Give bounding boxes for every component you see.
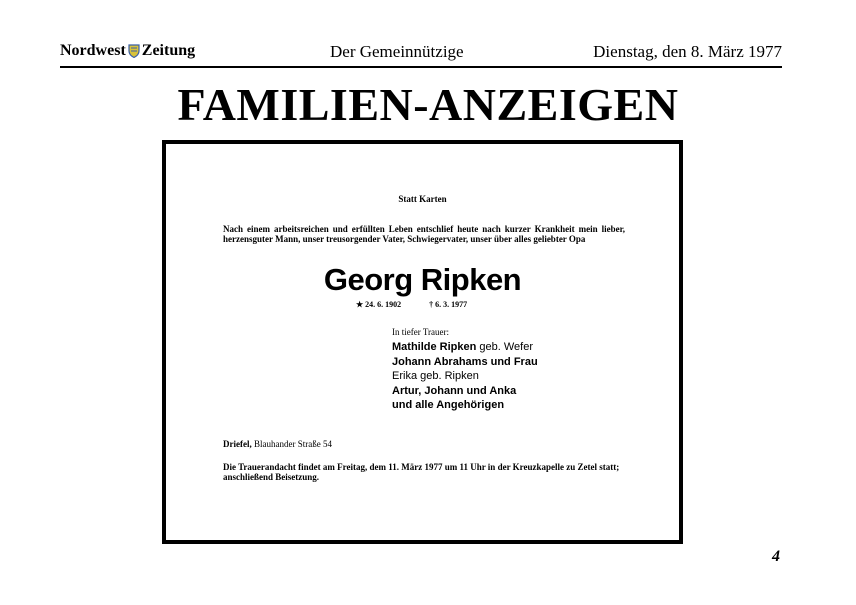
newspaper-name-part1: Nordwest (60, 42, 126, 59)
life-dates (356, 300, 467, 309)
mourner-line (392, 369, 538, 384)
coat-of-arms-icon (128, 44, 140, 58)
newspaper-header (60, 42, 782, 68)
birth-date: ★ 24. 6. 1902 (356, 300, 402, 309)
mourner-line (392, 355, 538, 370)
statt-karten-label: Statt Karten (398, 194, 447, 204)
newspaper-name (60, 42, 195, 60)
section-name: Der Gemeinnützige (330, 42, 464, 61)
mourner-rest: Erika geb. Ripken (392, 370, 479, 382)
issue-date: Dienstag, den 8. März 1977 (593, 42, 782, 61)
mourners-title: In tiefer Trauer: (392, 327, 449, 337)
obituary-intro: Nach einem arbeitsreichen und erfüllten Leben entschlief heute nach kurzer Krankheit mein lieber, herzensguter Mann, unser treusorgender Vater, Schwiegervater, unser über alles geliebter Opa (223, 224, 625, 244)
mourner-line (392, 340, 538, 355)
mourner-bold: Mathilde Ripken (392, 341, 477, 353)
address-street: Blauhander Straße 54 (251, 439, 332, 449)
address-place: Driefel, (223, 439, 252, 449)
mourner-bold: und alle Angehörigen (392, 399, 505, 411)
mourner-line (392, 384, 538, 399)
mourner-rest: geb. Wefer (476, 341, 534, 353)
page-number: 4 (772, 548, 780, 565)
mourner-bold: Artur, Johann und Anka (392, 384, 517, 397)
obituary-ad (162, 140, 683, 544)
newspaper-name-part2: Zeitung (141, 42, 196, 59)
page-title: FAMILIEN-ANZEIGEN (177, 79, 679, 130)
mourner-bold: Johann Abrahams und Frau (392, 355, 538, 368)
funeral-note: Die Trauerandacht findet am Freitag, dem 11. März 1977 um 11 Uhr in der Kreuzkapelle zu Zetel statt; anschließend Beisetzung. (223, 462, 620, 482)
deceased-name: Georg Ripken (323, 262, 522, 297)
mourners-block (392, 327, 538, 413)
death-date: † 6. 3. 1977 (429, 300, 468, 309)
address (223, 439, 332, 449)
mourner-line (392, 398, 538, 413)
